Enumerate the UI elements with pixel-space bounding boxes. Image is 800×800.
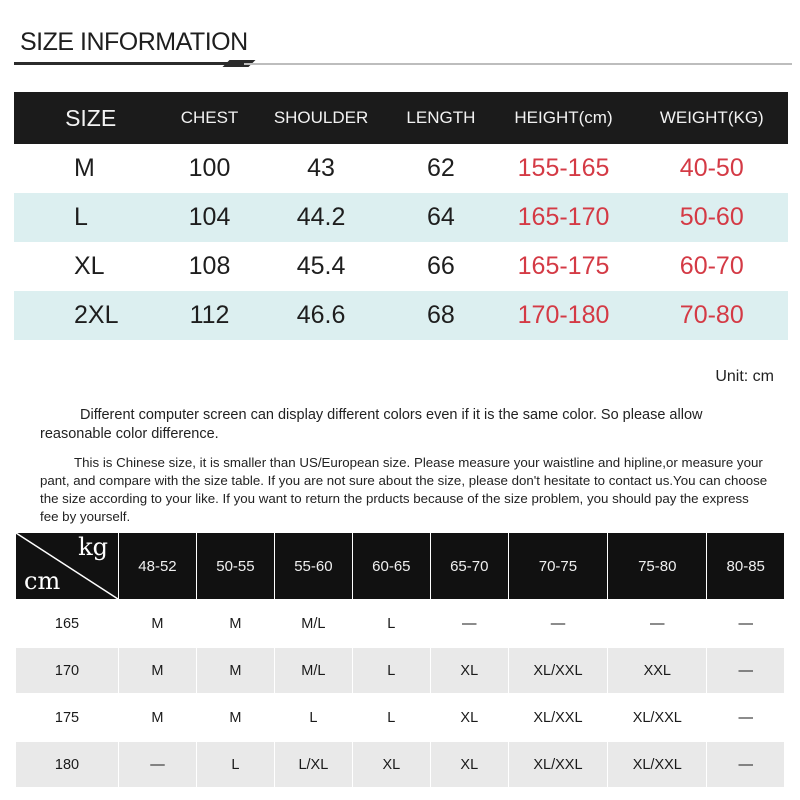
size-recommendation-chart xyxy=(16,533,784,787)
recommended-size-cell: M xyxy=(196,647,274,694)
recommended-size-cell: L xyxy=(196,741,274,787)
recommended-size-cell: — xyxy=(707,741,784,787)
recommended-size-cell: M xyxy=(119,694,197,741)
recommended-size-cell: — xyxy=(707,647,784,694)
size-row xyxy=(14,193,788,242)
recommended-size-cell: XL/XXL xyxy=(508,694,607,741)
recommended-size-cell: L/XL xyxy=(274,741,352,787)
recommended-size-cell: XL xyxy=(352,741,430,787)
size-row xyxy=(14,144,788,193)
recommendation-row xyxy=(16,600,784,647)
length-cell: 68 xyxy=(390,291,491,340)
recommended-size-cell: M/L xyxy=(274,600,352,647)
recommended-size-cell: — xyxy=(707,600,784,647)
chest-cell: 112 xyxy=(167,291,252,340)
recommended-size-cell: XL/XXL xyxy=(608,694,707,741)
color-note: Different computer screen can display different colors even if it is the same color. So please allow reasonable color difference. xyxy=(40,407,703,442)
unit-label: Unit: cm xyxy=(715,368,774,385)
recommended-size-cell: XL xyxy=(430,647,508,694)
recommended-size-cell: M xyxy=(119,647,197,694)
size-cell: L xyxy=(14,193,167,242)
corner-cell xyxy=(16,533,119,600)
size-note: This is Chinese size, it is smaller than US/European size. Please measure your waistline and hipline,or measure your pant, and compare with the size table. If you are not sure about the size, please don't hesitate to contact us.You can choose the size according to your like. If you want to return the prducts because of the size problem, you should pay the express fee by yourself. xyxy=(40,455,768,524)
header-length: LENGTH xyxy=(390,92,491,144)
height-cell: 165-170 xyxy=(491,193,635,242)
height-cell: 170 xyxy=(16,647,119,694)
page-title: SIZE INFORMATION xyxy=(20,28,248,56)
shoulder-cell: 45.4 xyxy=(296,252,346,280)
recommended-size-cell: — xyxy=(608,600,707,647)
shoulder-cell: 46.6 xyxy=(252,291,391,340)
recommended-size-cell: — xyxy=(508,600,607,647)
recommended-size-cell: L xyxy=(352,647,430,694)
weight-axis-label: kg xyxy=(78,533,108,561)
recommendation-row xyxy=(16,694,784,741)
recommended-size-cell: — xyxy=(707,694,784,741)
shoulder-cell: 44.2 xyxy=(252,193,391,242)
height-cell: 165 xyxy=(16,600,119,647)
height-cell: 155-165 xyxy=(517,154,610,182)
header-shoulder: SHOULDER xyxy=(252,92,391,144)
weight-range-header: 55-60 xyxy=(274,533,352,600)
recommended-size-cell: — xyxy=(430,600,508,647)
shoulder-cell: 43 xyxy=(307,154,335,182)
recommended-size-cell: M xyxy=(119,600,197,647)
recommended-size-cell: XXL xyxy=(608,647,707,694)
header-height: HEIGHT(cm) xyxy=(491,92,635,144)
recommended-size-cell: XL/XXL xyxy=(508,741,607,787)
recommended-size-cell: L xyxy=(352,600,430,647)
length-cell: 66 xyxy=(427,252,455,280)
size-table-header xyxy=(14,92,788,144)
header-weight: WEIGHT(KG) xyxy=(636,92,788,144)
height-cell: 165-175 xyxy=(517,252,610,280)
height-cell: 180 xyxy=(16,741,119,787)
weight-cell: 70-80 xyxy=(636,291,788,340)
weight-range-header: 70-75 xyxy=(508,533,607,600)
height-axis-label: cm xyxy=(24,567,61,595)
weight-range-header: 80-85 xyxy=(707,533,784,600)
weight-range-header: 50-55 xyxy=(196,533,274,600)
weight-cell: 40-50 xyxy=(679,154,744,182)
recommended-size-cell: XL/XXL xyxy=(608,741,707,787)
weight-range-header: 48-52 xyxy=(119,533,197,600)
length-cell: 62 xyxy=(427,154,455,182)
size-table xyxy=(14,92,788,340)
size-cell: M xyxy=(74,154,95,182)
size-row xyxy=(14,242,788,291)
height-cell: 170-180 xyxy=(491,291,635,340)
weight-cell: 50-60 xyxy=(636,193,788,242)
recommended-size-cell: — xyxy=(119,741,197,787)
weight-range-header: 65-70 xyxy=(430,533,508,600)
recommendation-row xyxy=(16,741,784,787)
weight-range-header: 75-80 xyxy=(608,533,707,600)
header-size: SIZE xyxy=(14,92,167,144)
recommendation-row xyxy=(16,647,784,694)
recommended-size-cell: L xyxy=(274,694,352,741)
recommended-size-cell: M xyxy=(196,694,274,741)
header-chest: CHEST xyxy=(167,92,252,144)
weight-cell: 60-70 xyxy=(679,252,744,280)
chest-cell: 100 xyxy=(188,154,231,182)
chest-cell: 108 xyxy=(188,252,231,280)
title-underline xyxy=(14,60,792,68)
recommended-size-cell: M/L xyxy=(274,647,352,694)
recommendation-header xyxy=(16,533,784,600)
chest-cell: 104 xyxy=(167,193,252,242)
height-cell: 175 xyxy=(16,694,119,741)
length-cell: 64 xyxy=(390,193,491,242)
recommended-size-cell: XL xyxy=(430,694,508,741)
size-row xyxy=(14,291,788,340)
recommended-size-cell: XL/XXL xyxy=(508,647,607,694)
recommended-size-cell: M xyxy=(196,600,274,647)
weight-range-header: 60-65 xyxy=(352,533,430,600)
size-cell: XL xyxy=(74,252,105,280)
size-cell: 2XL xyxy=(14,291,167,340)
recommended-size-cell: XL xyxy=(430,741,508,787)
recommended-size-cell: L xyxy=(352,694,430,741)
